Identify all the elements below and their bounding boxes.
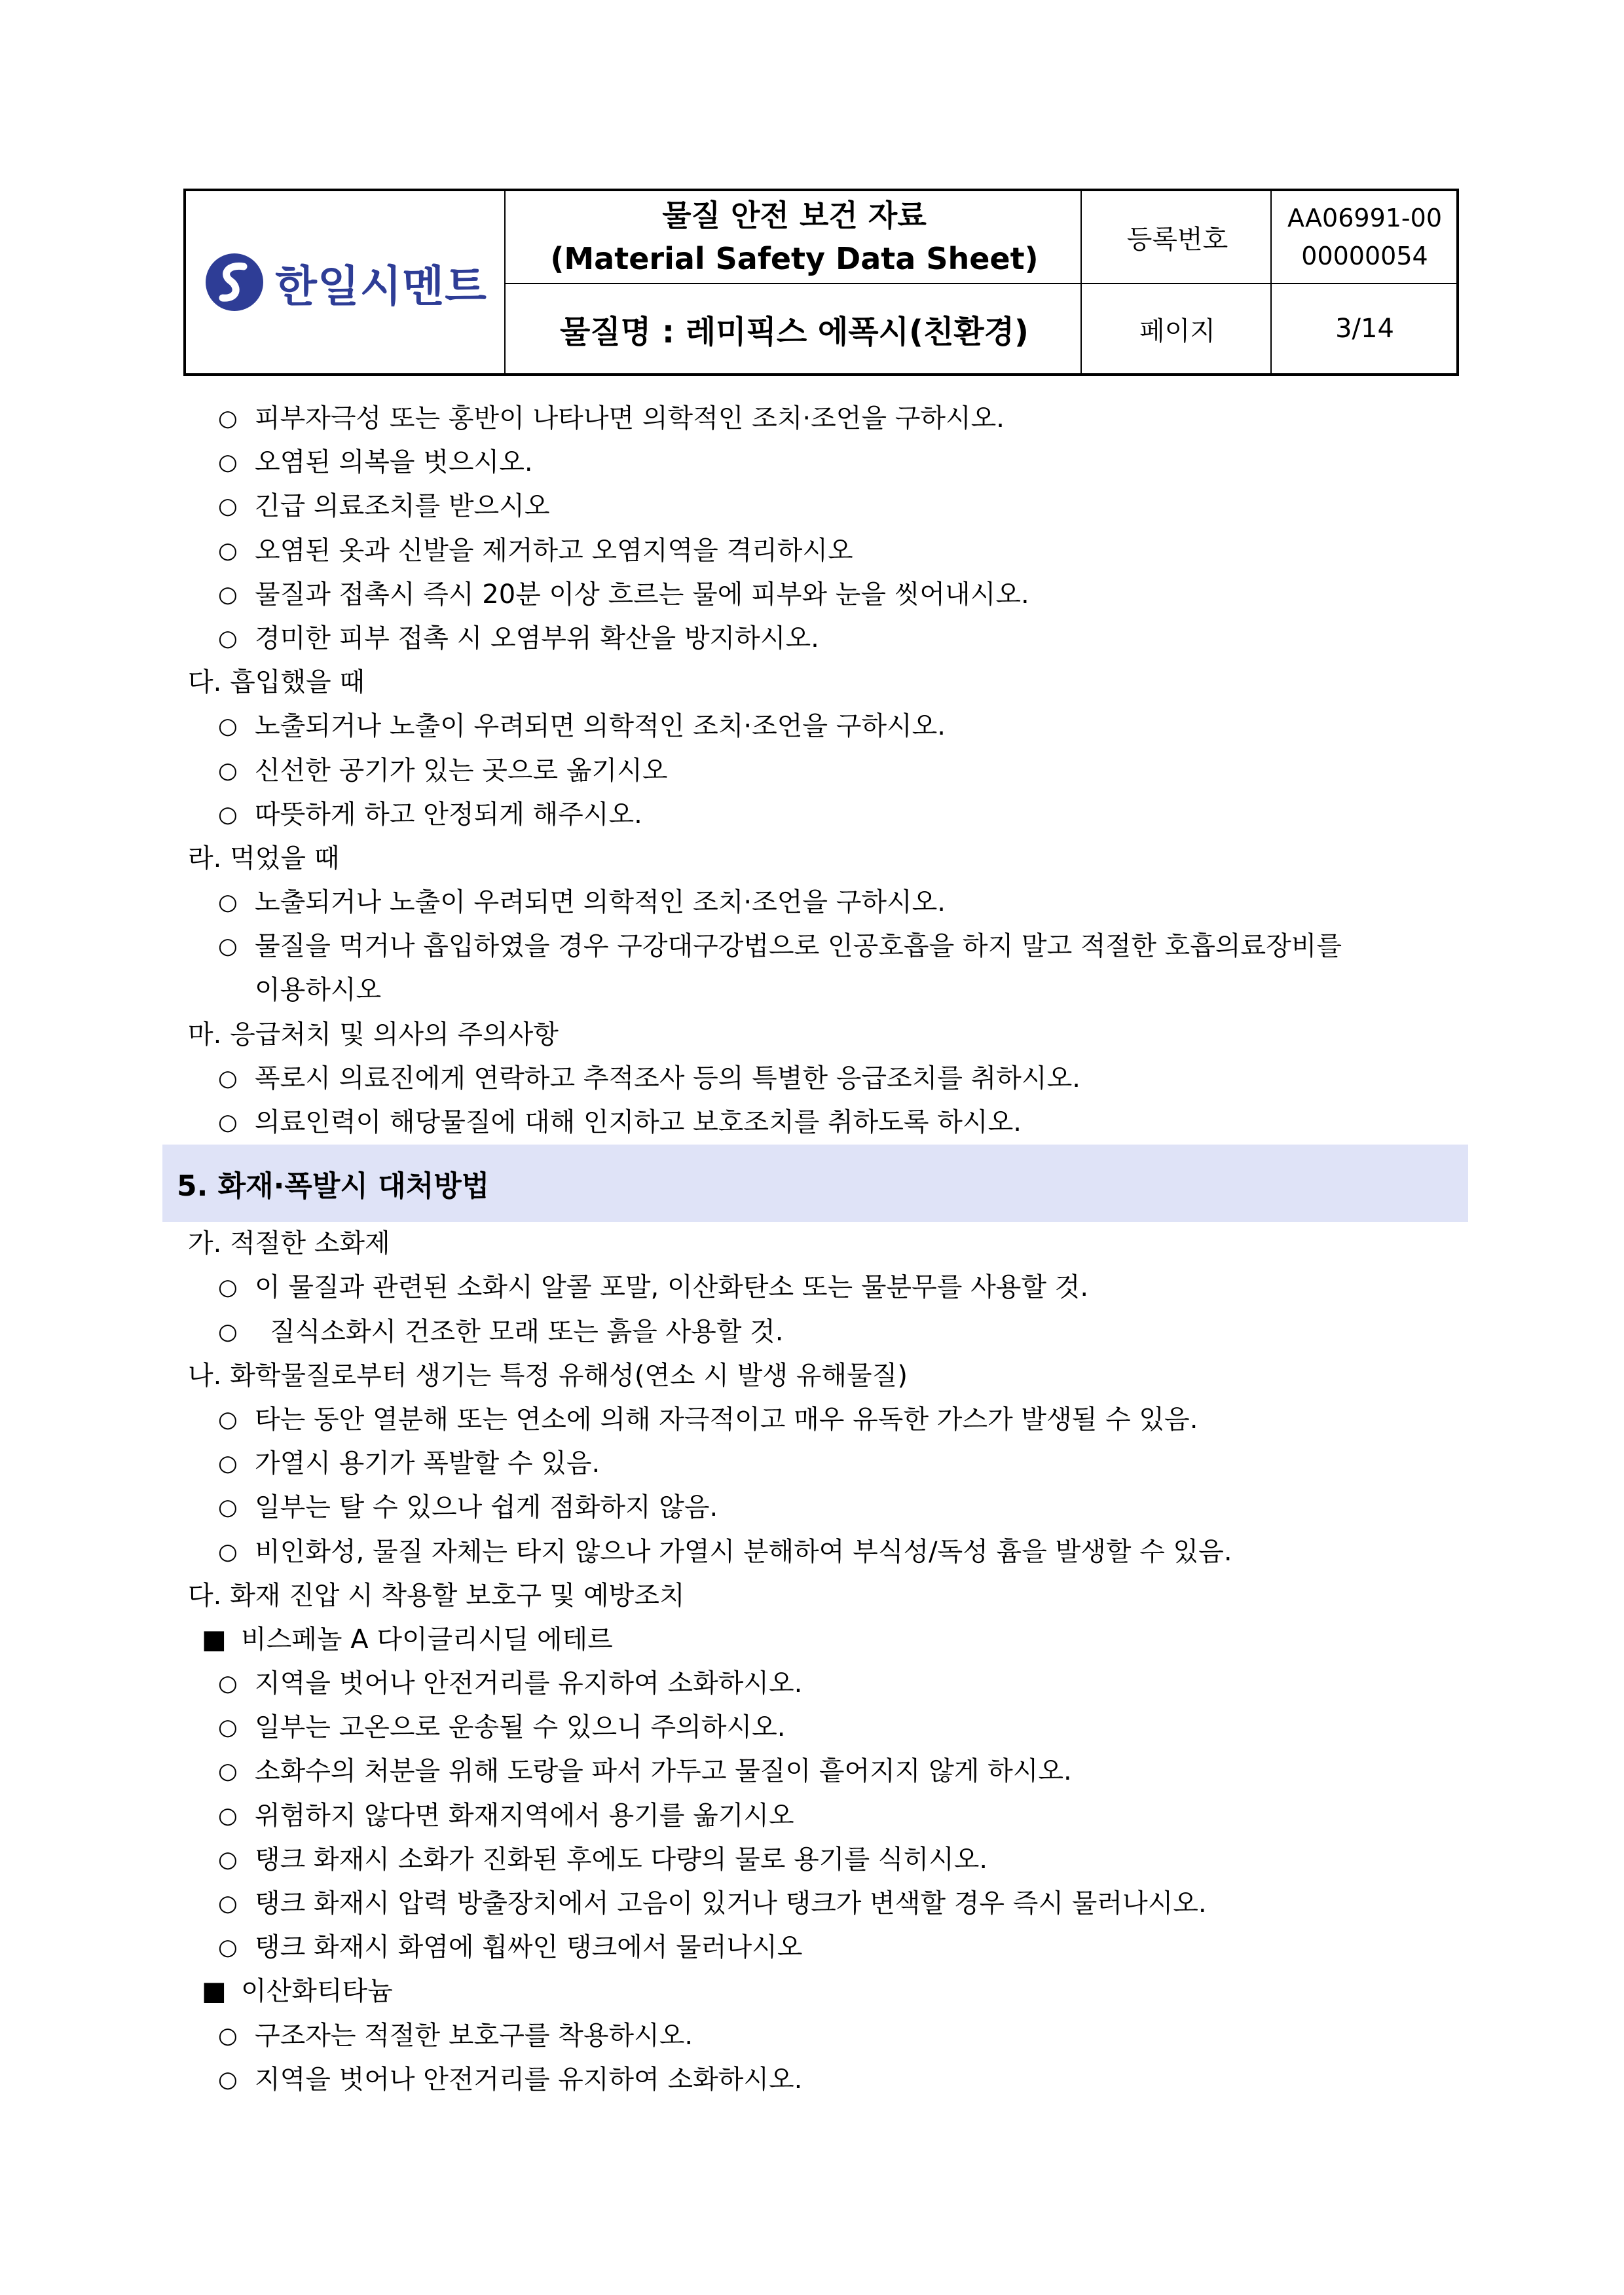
title-english: (Material Safety Data Sheet)	[550, 241, 1039, 276]
list-item: ○ 오염된 옷과 신발을 제거하고 오염지역을 격리하시오	[0, 529, 1624, 573]
registration-label: 등록번호	[1126, 224, 1228, 255]
list-item: ○ 구조자는 적절한 보호구를 착용하시오.	[0, 2014, 1624, 2058]
bullet-icon: ○	[218, 1714, 238, 1741]
list-item: ○ 긴급 의료조치를 받으시오	[0, 485, 1624, 528]
bullet-icon: ○	[218, 1802, 238, 1829]
subsection-title-extinguishing-media: 가. 적절한 소화제	[188, 1228, 390, 1259]
list-item: ○ 탱크 화재시 소화가 진화된 후에도 다량의 물로 용기를 식히시오.	[0, 1838, 1624, 1882]
list-item: ○ 비인화성, 물질 자체는 타지 않으나 가열시 분해하여 부식성/독성 흄을 발생할 수 있음.	[0, 1530, 1624, 1574]
list-item: ○ 소화수의 처분을 위해 도랑을 파서 가두고 물질이 흩어지지 않게 하시오.	[0, 1750, 1624, 1793]
bullet-icon: ○	[218, 625, 238, 652]
bullet-icon: ○	[218, 1934, 238, 1961]
subsection-title-first-aid-notes: 마. 응급처치 및 의사의 주의사항	[188, 1019, 559, 1050]
list-item: ○ 일부는 탈 수 있으나 쉽게 점화하지 않음.	[0, 1486, 1624, 1530]
bullet-icon: ○	[218, 493, 238, 520]
section-5-heading: 5. 화재·폭발시 대처방법	[177, 1169, 490, 1203]
list-item: ○ 오염된 의복을 벗으시오.	[0, 441, 1624, 485]
list-item: ○ 지역을 벗어나 안전거리를 유지하여 소화하시오.	[0, 1662, 1624, 1706]
bullet-icon: ○	[218, 1318, 238, 1345]
document-header	[183, 189, 1459, 376]
bullet-icon: ○	[218, 1846, 238, 1873]
page-label: 페이지	[1139, 316, 1215, 346]
bullet-icon: ○	[218, 405, 238, 431]
list-item: ○ 가열시 용기가 폭발할 수 있음.	[0, 1442, 1624, 1486]
product-name: 물질명 : 레미픽스 에폭시(친환경)	[560, 313, 1029, 350]
list-item-continuation: 이용하시오	[255, 975, 382, 1006]
list-item: ○ 폭로시 의료진에게 연락하고 추적조사 등의 특별한 응급조치를 취하시오.	[0, 1057, 1624, 1101]
logo-text: 한일시멘트	[275, 261, 487, 312]
list-item: ○ 탱크 화재시 화염에 휩싸인 탱크에서 물러나시오	[0, 1926, 1624, 1970]
list-item: ○ 질식소화시 건조한 모래 또는 흙을 사용할 것.	[0, 1310, 1624, 1354]
page-number: 3/14	[1335, 314, 1394, 344]
bullet-icon: ○	[218, 1450, 238, 1477]
bullet-icon: ○	[218, 2066, 238, 2093]
bullet-icon: ○	[218, 933, 238, 960]
document-body	[0, 397, 1624, 2102]
title-korean: 물질 안전 보건 자료	[662, 198, 927, 233]
bullet-icon: ○	[218, 1670, 238, 1697]
list-item: ○ 경미한 피부 접촉 시 오염부위 확산을 방지하시오.	[0, 617, 1624, 661]
subsection-title-specific-hazards: 나. 화학물질로부터 생기는 특정 유해성(연소 시 발생 유해물질)	[188, 1360, 908, 1391]
subsection-title-inhalation: 다. 흡입했을 때	[188, 667, 365, 698]
square-bullet-icon: ■	[202, 1624, 227, 1655]
bullet-icon: ○	[218, 757, 238, 784]
company-logo	[186, 191, 506, 373]
bullet-icon: ○	[218, 1109, 238, 1135]
bullet-icon: ○	[218, 2022, 238, 2049]
bullet-icon: ○	[218, 1538, 238, 1565]
square-bullet-icon: ■	[202, 1976, 227, 2007]
list-item: ○ 위험하지 않다면 화재지역에서 용기를 옮기시오	[0, 1794, 1624, 1838]
bullet-icon: ○	[218, 537, 238, 564]
list-item: ○ 따뜻하게 하고 안정되게 해주시오.	[0, 793, 1624, 837]
bullet-icon: ○	[218, 1890, 238, 1917]
list-item: ○ 타는 동안 열분해 또는 연소에 의해 자극적이고 매우 유독한 가스가 발생될 수 있음.	[0, 1398, 1624, 1442]
list-item: ○ 의료인력이 해당물질에 대해 인지하고 보호조치를 취하도록 하시오.	[0, 1101, 1624, 1145]
registration-number-line2: 00000054	[1301, 242, 1428, 270]
hanil-logo-icon	[204, 252, 265, 312]
bullet-icon: ○	[218, 801, 238, 828]
bullet-icon: ○	[218, 1406, 238, 1433]
subsection-title-protective-equipment: 다. 화재 진압 시 착용할 보호구 및 예방조치	[188, 1580, 685, 1611]
list-item: ○ 피부자극성 또는 홍반이 나타나면 의학적인 조치·조언을 구하시오.	[0, 397, 1624, 441]
section-heading-band	[162, 1145, 1468, 1222]
bullet-icon: ○	[218, 1065, 238, 1092]
list-item: ○ 노출되거나 노출이 우려되면 의학적인 조치·조언을 구하시오.	[0, 705, 1624, 748]
substance-heading: ■ 비스페놀 A 다이글리시딜 에테르	[0, 1618, 1624, 1662]
list-item: ○ 일부는 고온으로 운송될 수 있으니 주의하시오.	[0, 1706, 1624, 1750]
registration-number	[1273, 191, 1456, 283]
bullet-icon: ○	[218, 713, 238, 740]
subsection-title-ingestion: 라. 먹었을 때	[188, 843, 340, 873]
bullet-icon: ○	[218, 1758, 238, 1785]
list-item: ○ 이 물질과 관련된 소화시 알콜 포말, 이산화탄소 또는 물분무를 사용할 것.	[0, 1266, 1624, 1310]
substance-heading: ■ 이산화티타늄	[0, 1970, 1624, 2013]
list-item: ○ 탱크 화재시 압력 방출장치에서 고음이 있거나 탱크가 변색할 경우 즉시 물러나시오.	[0, 1882, 1624, 1926]
document-title	[507, 191, 1082, 283]
bullet-icon: ○	[218, 449, 238, 476]
registration-number-line1: AA06991-00	[1287, 204, 1442, 232]
list-item: ○ 노출되거나 노출이 우려되면 의학적인 조치·조언을 구하시오.	[0, 881, 1624, 925]
bullet-icon: ○	[218, 889, 238, 916]
bullet-icon: ○	[218, 1494, 238, 1521]
list-item: ○ 신선한 공기가 있는 곳으로 옮기시오	[0, 749, 1624, 793]
list-item: ○ 지역을 벗어나 안전거리를 유지하여 소화하시오.	[0, 2058, 1624, 2102]
list-item: ○ 물질과 접촉시 즉시 20분 이상 흐르는 물에 피부와 눈을 씻어내시오.	[0, 573, 1624, 617]
bullet-icon: ○	[218, 581, 238, 608]
bullet-icon: ○	[218, 1274, 238, 1301]
list-item: ○ 물질을 먹거나 흡입하였을 경우 구강대구강법으로 인공호흡을 하지 말고 적절한 호흡의료장비를	[0, 925, 1624, 968]
